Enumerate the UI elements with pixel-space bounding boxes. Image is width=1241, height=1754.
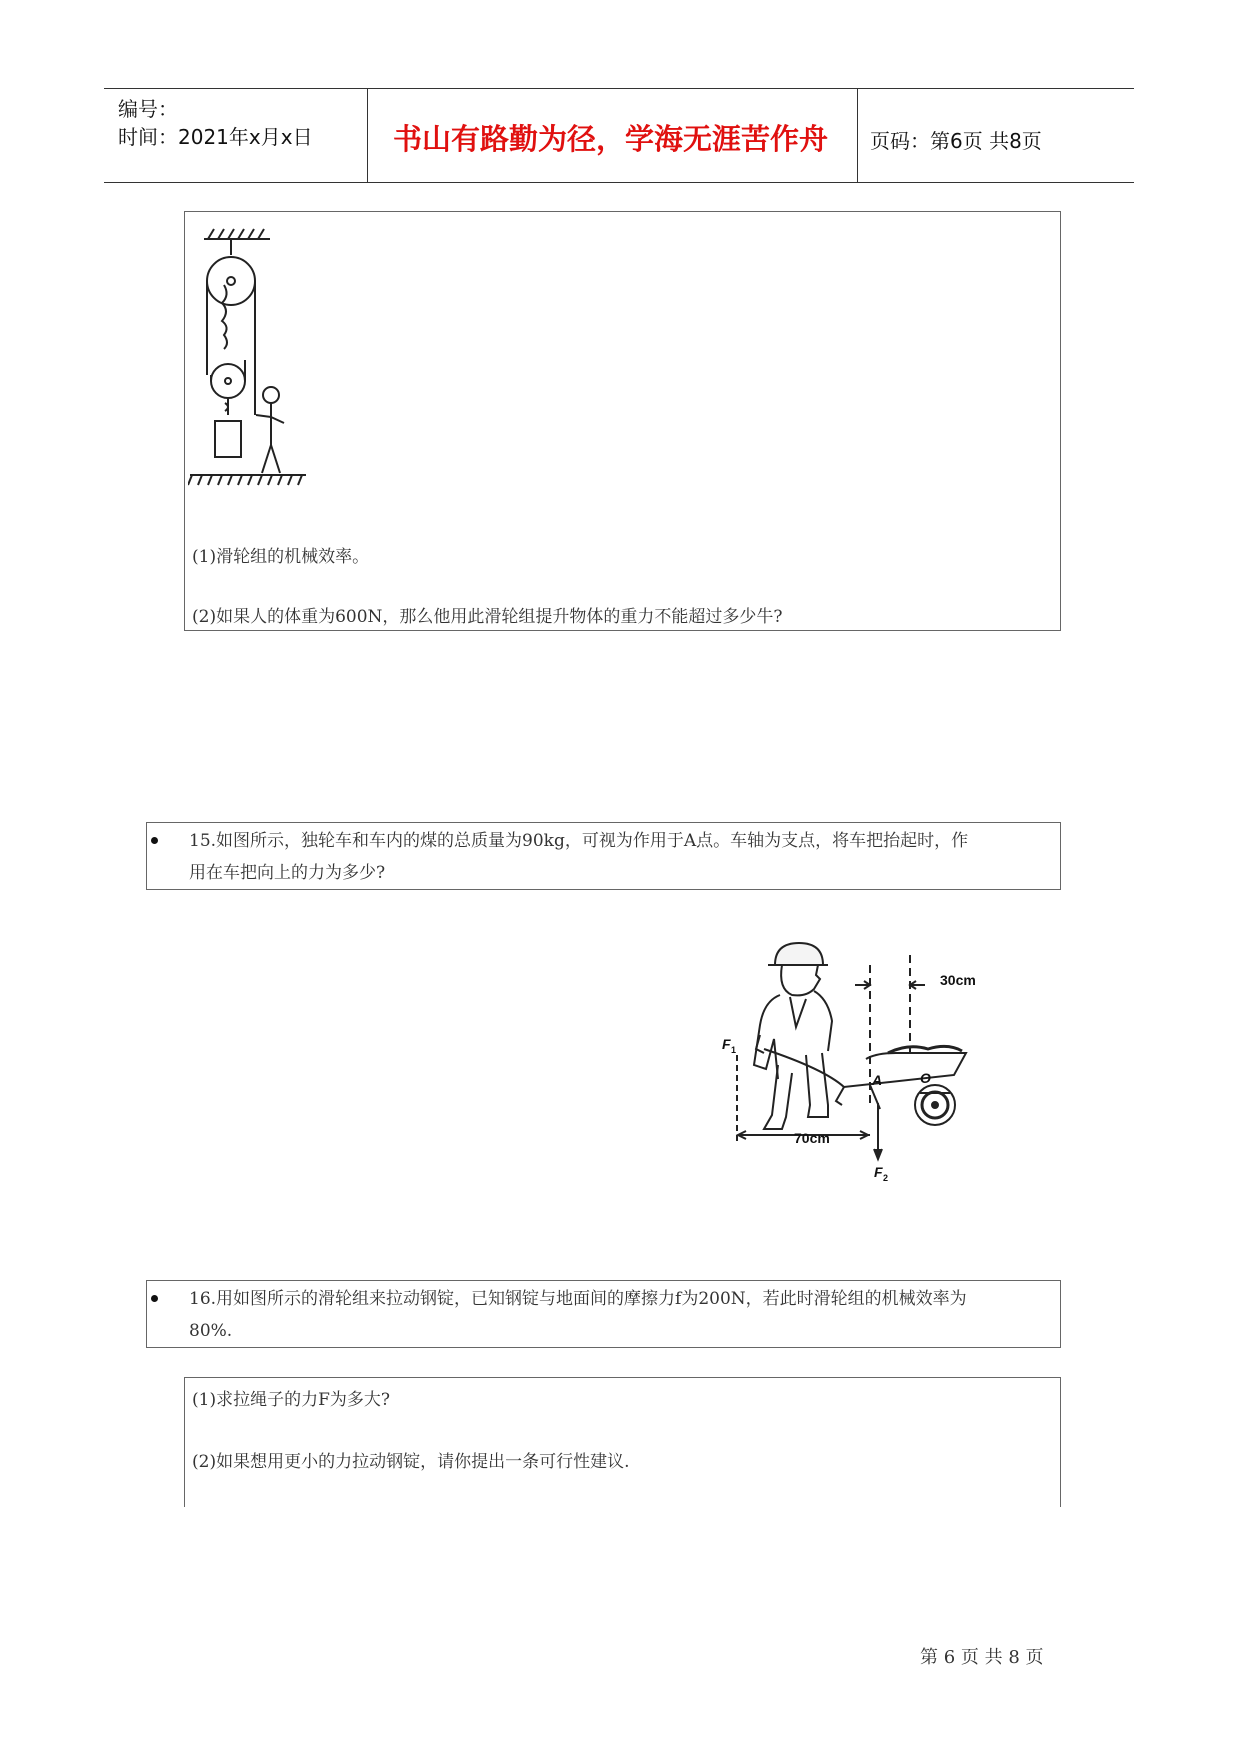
label-f1: F bbox=[722, 1036, 731, 1052]
label-o: O bbox=[920, 1070, 931, 1086]
q15-line-1: 15.如图所示，独轮车和车内的煤的总质量为90kg，可视为作用于A点。车轴为支点，将车把抬起时，作 bbox=[189, 831, 969, 851]
pulley-question-box bbox=[184, 211, 1061, 631]
label-a: A bbox=[872, 1072, 883, 1088]
pulley-system-figure bbox=[188, 225, 312, 495]
q15-bullet bbox=[151, 837, 158, 844]
label-f2: F bbox=[874, 1164, 883, 1180]
header-divider-right bbox=[857, 88, 858, 183]
header-bottom-rule bbox=[104, 182, 1134, 183]
q16-sub-2: (2)如果想用更小的力拉动钢锭，请你提出一条可行性建议. bbox=[192, 1452, 630, 1472]
q16-line-1: 16.用如图所示的滑轮组来拉动钢锭，已知钢锭与地面间的摩擦力f为200N，若此时滑轮组的机械效率为 bbox=[189, 1289, 967, 1309]
label-f1-sub: 1 bbox=[731, 1045, 737, 1055]
block1-question-1: (1)滑轮组的机械效率。 bbox=[192, 547, 370, 567]
header-number-label: 编号： bbox=[118, 97, 178, 121]
q16-sub-1: (1)求拉绳子的力F为多大? bbox=[192, 1390, 390, 1410]
header-page-label: 页码：第6页 共8页 bbox=[870, 129, 1042, 153]
block1-question-2: (2)如果人的体重为600N，那么他用此滑轮组提升物体的重力不能超过多少牛? bbox=[192, 607, 783, 627]
q16-bullet bbox=[151, 1295, 158, 1302]
dim-top-label: 30cm bbox=[940, 972, 976, 988]
q15-line-2: 用在车把向上的力为多少? bbox=[189, 863, 386, 883]
dim-bottom-label: 70cm bbox=[794, 1130, 830, 1146]
header-divider-left bbox=[367, 88, 368, 183]
header-motto: 书山有路勤为径，学海无涯苦作舟 bbox=[393, 122, 829, 156]
label-f2-sub: 2 bbox=[883, 1173, 889, 1183]
header-top-rule bbox=[104, 88, 1134, 89]
q16-line-2: 80%. bbox=[189, 1321, 233, 1341]
header-time-label: 时间：2021年x月x日 bbox=[118, 125, 313, 149]
wheelbarrow-figure bbox=[720, 925, 990, 1185]
footer-page-number: 第 6 页 共 8 页 bbox=[920, 1647, 1044, 1668]
